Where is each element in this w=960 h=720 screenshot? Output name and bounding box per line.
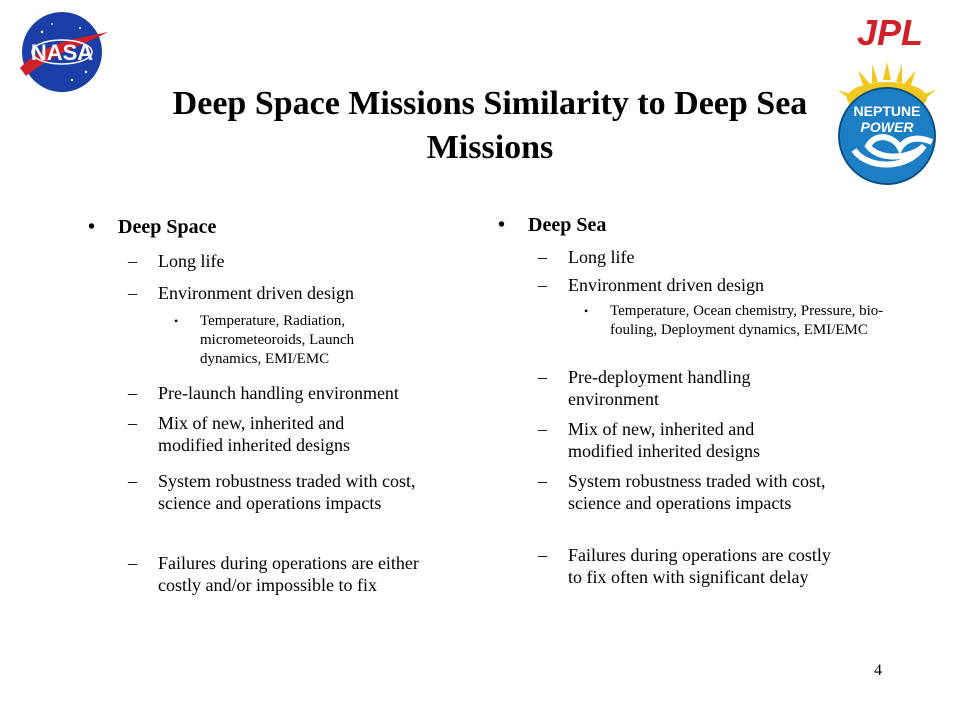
- dash-marker: –: [128, 283, 137, 303]
- list-item-text: Environment driven design: [568, 275, 764, 295]
- sub-list-item-text: Temperature, Ocean chemistry, Pressure, bio-fouling, Deployment dynamics, EMI/EMC: [610, 303, 884, 338]
- dash-marker: –: [538, 419, 547, 439]
- neptune-logo-line1: NEPTUNE: [853, 103, 921, 119]
- dash-marker: –: [538, 367, 547, 387]
- deep-space-column: [88, 214, 458, 595]
- bullet-marker: •: [88, 216, 96, 238]
- slide-title: [100, 82, 880, 170]
- list-item: [128, 250, 458, 272]
- list-item-text: Mix of new, inherited and modified inherited designs: [158, 413, 350, 455]
- list-item-text: Long life: [568, 247, 635, 267]
- list-item-text: Pre-deployment handling environment: [568, 367, 751, 409]
- list-item-text: Environment driven design: [158, 283, 354, 303]
- deep-space-heading: Deep Space: [118, 216, 217, 238]
- list-item: [538, 274, 868, 296]
- list-item: [128, 552, 458, 596]
- sub-bullet-marker: •: [584, 304, 589, 318]
- dash-marker: –: [128, 251, 137, 271]
- list-item-text: Long life: [158, 251, 225, 271]
- deep-space-heading-row: [88, 214, 458, 240]
- dash-marker: –: [538, 275, 547, 295]
- list-item-text: Pre-launch handling environment: [158, 383, 399, 403]
- neptune-logo-line2: POWER: [860, 119, 914, 135]
- list-item-text: System robustness traded with cost, science and operations impacts: [158, 471, 416, 513]
- sub-list-item: [174, 312, 404, 369]
- sub-bullet-marker: •: [174, 314, 179, 328]
- list-item-text: System robustness traded with cost, science and operations impacts: [568, 471, 826, 513]
- list-item: [538, 418, 808, 462]
- slide-title-line2: Missions: [426, 129, 554, 166]
- nasa-logo-text: NASA: [30, 40, 94, 65]
- list-item: [538, 366, 808, 410]
- dash-marker: –: [128, 383, 137, 403]
- bullet-marker: •: [498, 214, 506, 236]
- list-item: [128, 382, 458, 404]
- dash-marker: –: [128, 413, 137, 433]
- dash-marker: –: [538, 247, 547, 267]
- slide-title-line1: Deep Space Missions Similarity to Deep Sea: [172, 85, 808, 122]
- deep-sea-heading-row: [498, 212, 878, 238]
- nasa-logo: [12, 10, 112, 94]
- list-item: [538, 544, 848, 588]
- list-item: [128, 470, 428, 514]
- list-item-text: Mix of new, inherited and modified inherited designs: [568, 419, 760, 461]
- dash-marker: –: [128, 553, 137, 573]
- sub-list-item: [584, 302, 884, 340]
- jpl-logo-text: JPL: [856, 14, 924, 50]
- list-item: [538, 246, 868, 268]
- sub-list-item-text: Temperature, Radiation, micrometeoroids, Launch dynamics, EMI/EMC: [200, 313, 355, 367]
- page-number: 4: [874, 662, 882, 679]
- dash-marker: –: [128, 471, 137, 491]
- list-item: [538, 470, 838, 514]
- dash-marker: –: [538, 545, 547, 565]
- jpl-logo: [844, 14, 936, 50]
- list-item: [128, 282, 458, 304]
- dash-marker: –: [538, 471, 547, 491]
- deep-sea-heading: Deep Sea: [528, 214, 607, 236]
- list-item-text: Failures during operations are either costly and/or impossible to fix: [158, 553, 419, 595]
- list-item-text: Failures during operations are costly to fix often with significant delay: [568, 545, 831, 587]
- deep-sea-column: [498, 212, 884, 587]
- list-item: [128, 412, 408, 456]
